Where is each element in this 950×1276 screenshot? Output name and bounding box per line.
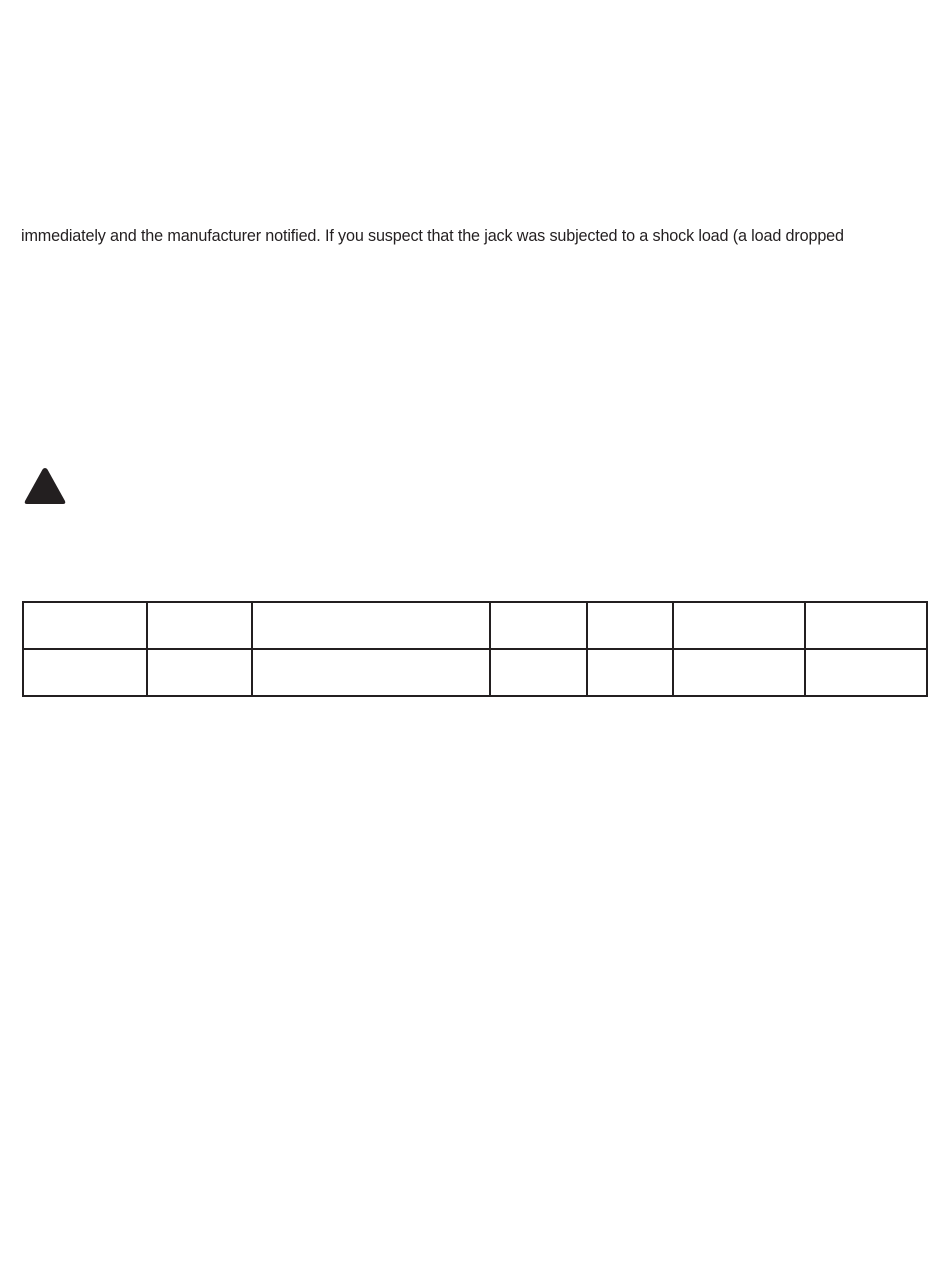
- table-row: [23, 649, 927, 696]
- table-cell: [587, 649, 673, 696]
- table-cell: [673, 649, 805, 696]
- warning-triangle-icon: [23, 466, 67, 506]
- table-cell: [805, 602, 927, 649]
- table-cell: [252, 649, 490, 696]
- table-cell: [490, 649, 587, 696]
- table-cell: [587, 602, 673, 649]
- table-cell: [147, 649, 252, 696]
- table-cell: [23, 602, 147, 649]
- table-cell: [805, 649, 927, 696]
- table-cell: [147, 602, 252, 649]
- table-row: [23, 602, 927, 649]
- table-cell: [673, 602, 805, 649]
- spec-table: [22, 601, 928, 697]
- body-text-line: immediately and the manufacturer notified. If you suspect that the jack was subjected to a shock load (a load dropped: [21, 227, 844, 245]
- table-cell: [490, 602, 587, 649]
- table-cell: [252, 602, 490, 649]
- table-cell: [23, 649, 147, 696]
